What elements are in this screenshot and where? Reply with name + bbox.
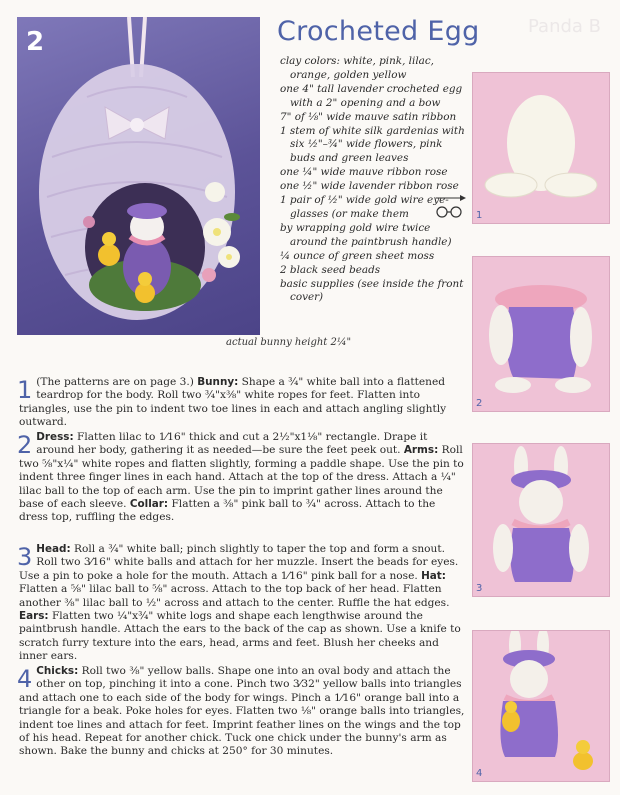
photo-number: 1 <box>476 210 483 221</box>
step-label: Hat: <box>421 569 446 582</box>
step-text: Flatten two ¼"x¾" white logs and shape each lengthwise around the paintbrush handle. Attach the ears to the back of the cap as shown. Use a knife to scratch furry texture into the ears, head, arms and feet. Blush her cheeks and inner ears. <box>19 610 461 663</box>
step-2-photo <box>472 256 610 412</box>
material-item: clay colors: white, pink, lilac, orange, golden yellow <box>280 55 434 81</box>
material-item: ¼ ounce of green sheet moss <box>280 249 435 262</box>
bunny-with-chicks-illustration <box>473 631 609 781</box>
material-item <box>280 194 465 222</box>
step-label: Head: <box>36 543 71 555</box>
bunny-head-illustration <box>473 444 609 596</box>
step-label: Bunny: <box>197 376 239 388</box>
step-4 <box>19 665 465 759</box>
step-number: 4 <box>17 665 33 693</box>
photo-number: 2 <box>476 398 483 409</box>
material-text: 1 pair of ½" wide gold wire eye-glasses (or make them <box>280 194 449 220</box>
step-label: Dress: <box>36 431 74 443</box>
step-text: Roll two ⅜" yellow balls. Shape one into an oval body and attach the other on top, pinching it into a cone. Pinch two 3⁄32" yellow balls into triangles and attach one to each side of the body for wings. Pinch a 1⁄16" orange ball into a triangle for a beak. Poke holes for eyes. Flatten two ⅛" orange balls into triangles, indent toe lines and attach for feet. Imprint feather lines on the wings and the top of his head. Repeat for another chick. Tuck one chick under the bunny's arm as shown. Bake the bunny and chicks at 250° for 30 minutes. <box>19 665 465 758</box>
material-item: one 4" tall lavender crocheted egg with a 2" opening and a bow <box>280 82 463 109</box>
material-item: 2 black seed beads <box>280 263 381 276</box>
step-intro: (The patterns are on page 3.) <box>36 376 198 388</box>
material-item: one ¼" wide mauve ribbon rose <box>280 166 448 179</box>
material-item: by wrapping gold wire twice around the paintbrush handle) <box>280 221 452 248</box>
bunny-body-illustration <box>473 73 609 223</box>
step-text: Roll a ¾" white ball; pinch slightly to taper the top and form a snout. Roll two 3⁄16" white balls and attach for her muzzle. Insert the beads for eyes. Use a pin to poke a hole for the mouth. Attach a 1⁄16" pink ball for a nose. <box>19 543 459 582</box>
photo-number: 2 <box>26 27 45 57</box>
step-text: Flatten a ⅝" lilac ball to ⅝" across. Attach to the top back of her head. Flatten another ⅜" lilac ball to ½" across and attach to the center. Ruffle the hat edges. <box>19 583 450 609</box>
step-1 <box>19 376 465 430</box>
material-item: 7" of ⅛" wide mauve satin ribbon <box>280 110 457 123</box>
step-1-photo <box>472 72 610 224</box>
step-text: Flatten lilac to 1⁄16" thick and cut a 2½"x1⅛" rectangle. Drape it around her body, gathering it as needed—be sure the feet peek out. <box>36 431 428 457</box>
step-number: 1 <box>17 376 33 404</box>
materials-list <box>280 55 465 305</box>
bunny-dress-illustration <box>473 257 609 411</box>
step-4-photo <box>472 630 610 782</box>
page-title: Crocheted Egg <box>277 16 480 47</box>
egg-illustration <box>17 17 260 335</box>
material-item: basic supplies (see inside the front cover) <box>280 277 464 304</box>
step-text: Flatten a ⅜" pink ball to ¾" across. Attach to the dress top, ruffling the edges. <box>19 498 436 524</box>
step-2 <box>19 431 465 525</box>
photo-number: 4 <box>476 768 483 779</box>
photo-caption: actual bunny height 2¼" <box>226 337 352 348</box>
step-label: Arms: <box>403 444 439 457</box>
step-number: 3 <box>17 543 33 571</box>
eyeglasses-arrow-icon <box>430 190 470 224</box>
step-label: Ears: <box>19 610 49 623</box>
material-item: 1 stem of white silk gardenias with six ½"–¾" wide flowers, pink buds and green leaves <box>280 124 465 165</box>
material-item: one ½" wide lavender ribbon rose <box>280 180 459 193</box>
step-label: Collar: <box>129 498 169 511</box>
step-3 <box>19 543 465 664</box>
step-3-photo <box>472 443 610 597</box>
photo-number: 3 <box>476 583 483 594</box>
step-number: 2 <box>17 431 33 459</box>
step-text: Shape a ¾" white ball into a flattened teardrop for the body. Roll two ¾"x⅜" white ropes for feet. Flatten into triangles, use the pin to indent two toe lines in each and attach angling slightly outward. <box>19 376 447 429</box>
step-text: Roll two ⅝"x¼" white ropes and flatten slightly, forming a paddle shape. Use the pin to indent three finger lines in each hand. Attach at the top of the dress. Attach a ¼" lilac ball to the top of each arm. Use the pin to imprint gather lines around the base of each sleeve. <box>19 444 464 511</box>
crocheted-egg-photo <box>17 17 260 335</box>
faded-facing-heading: Panda B <box>528 16 602 37</box>
step-label: Chicks: <box>36 665 79 677</box>
